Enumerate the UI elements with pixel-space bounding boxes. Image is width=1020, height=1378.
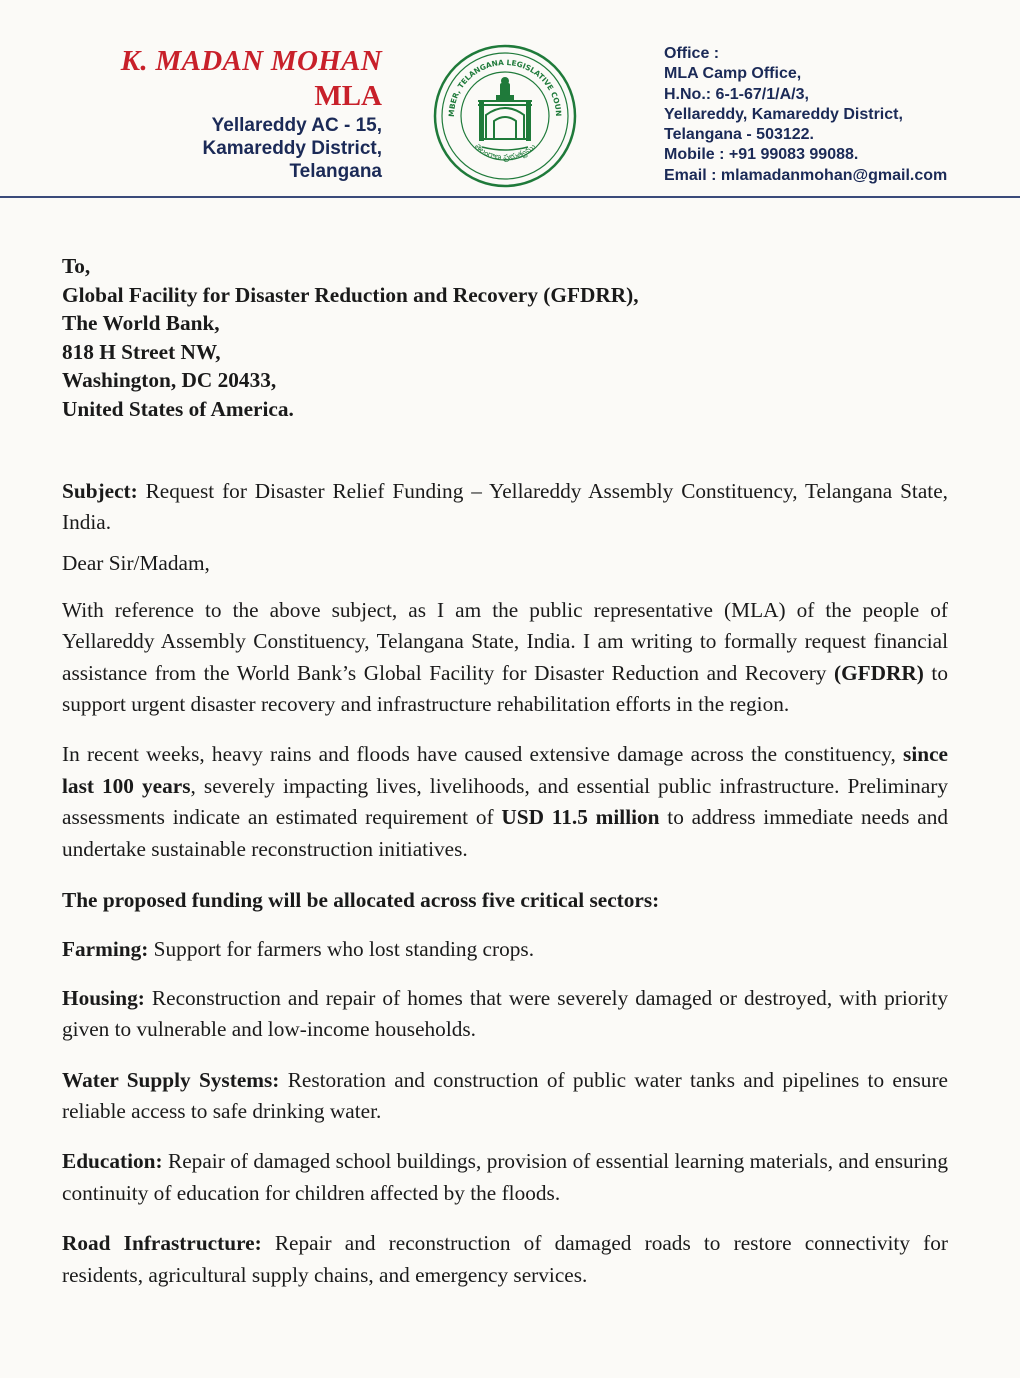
paragraph-2 xyxy=(62,739,948,865)
recipient-line: 818 H Street NW, xyxy=(62,339,221,364)
office-address-block xyxy=(664,44,1004,186)
sector-road-infrastructure xyxy=(62,1228,948,1291)
district-line: Kamareddy District, xyxy=(202,138,382,159)
sector-farming xyxy=(62,934,948,965)
constituency-line: Yellareddy AC - 15, xyxy=(211,115,382,136)
sector-text: Restoration and construction of public water tanks and pipelines to ensure reliable access to safe drinking water. xyxy=(62,1067,948,1124)
state-line: Telangana xyxy=(289,161,382,182)
paragraph-2-text-a: In recent weeks, heavy rains and floods have caused extensive damage across the constituency, xyxy=(62,742,904,767)
office-house-number: H.No.: 6-1-67/1/A/3, xyxy=(664,85,809,103)
office-label: Office : xyxy=(664,45,720,62)
office-email: Email : mlamadanmohan@gmail.com xyxy=(664,166,948,184)
recipient-line: Washington, DC 20433, xyxy=(62,368,277,393)
seal-bottom-text: తెలంగాణ ప్రభుత్వము xyxy=(472,141,538,162)
letterhead-left xyxy=(60,44,382,183)
to-label: To, xyxy=(62,254,91,278)
sector-text: Reconstruction and repair of homes that were severely damaged or destroyed, with priority given to vulnerable and low-income households. xyxy=(62,985,948,1042)
paragraph-2-bold-years: since last 100 years xyxy=(62,742,948,798)
recipient-line: United States of America. xyxy=(62,396,294,421)
subject-text: Request for Disaster Relief Funding – Yellareddy Assembly Constituency, Telangana State, India. xyxy=(62,478,948,534)
sector-label: Housing: xyxy=(62,985,145,1010)
mla-title: MLA xyxy=(314,80,382,112)
legislative-council-seal-icon xyxy=(432,43,578,189)
sector-label: Water Supply Systems: xyxy=(62,1067,280,1092)
office-town: Yellareddy, Kamareddy District, xyxy=(664,105,903,123)
seal-ring-text: MBER, TELANGANA LEGISLATIVE COUN xyxy=(446,57,564,118)
sector-label: Farming: xyxy=(62,937,149,962)
sector-text: Repair of damaged school buildings, provision of essential learning materials, and ensuring continuity of education for children affected by the floods. xyxy=(62,1149,948,1205)
subject-label: Subject: xyxy=(62,478,138,503)
sector-label: Education: xyxy=(62,1149,163,1174)
letter-body xyxy=(62,252,948,1291)
paragraph-1 xyxy=(62,595,948,721)
sector-education xyxy=(62,1146,948,1209)
sector-water-supply xyxy=(62,1065,948,1128)
paragraph-2-text-b: , severely impacting lives, livelihoods, and essential public infrastructure. Preliminary assessments indicate an estimated requirement of xyxy=(62,773,949,830)
office-mobile: Mobile : +91 99083 99088. xyxy=(664,146,859,164)
recipient-line: Global Facility for Disaster Reduction and Recovery (GFDRR), xyxy=(62,282,639,307)
paragraph-2-text-c: to address immediate needs and undertake sustainable reconstruction initiatives. xyxy=(62,805,948,861)
sector-text: Repair and reconstruction of damaged roads to restore connectivity for residents, agricultural supply chains, and emergency services. xyxy=(62,1231,948,1287)
greeting: Dear Sir/Madam, xyxy=(62,551,210,576)
office-name: MLA Camp Office, xyxy=(664,65,802,83)
sector-housing xyxy=(62,983,948,1046)
letterhead-divider xyxy=(0,196,1020,198)
mla-name: K. MADAN MOHAN xyxy=(120,45,382,77)
subject-line xyxy=(62,476,948,539)
office-state-pin: Telangana - 503122. xyxy=(664,126,814,144)
paragraph-1-text-a: With reference to the above subject, as I am the public representative (MLA) of the people of Yellareddy Assembly Constituency, Telangana State, India. I am writing to formally request financial assistance from the World Bank’s Global Facility for Disaster Reduction and Recovery xyxy=(62,597,948,685)
paragraph-2-bold-amount: USD 11.5 million xyxy=(501,805,660,830)
recipient-block xyxy=(62,252,948,424)
sectors-heading: The proposed funding will be allocated across five critical sectors: xyxy=(62,888,660,913)
sector-label: Road Infrastructure: xyxy=(62,1231,262,1256)
recipient-line: The World Bank, xyxy=(62,311,220,336)
paragraph-1-text-b: to support urgent disaster recovery and infrastructure rehabilitation efforts in the region. xyxy=(62,660,948,716)
paragraph-1-bold: (GFDRR) xyxy=(833,660,924,685)
sector-text: Support for farmers who lost standing crops. xyxy=(148,937,535,962)
